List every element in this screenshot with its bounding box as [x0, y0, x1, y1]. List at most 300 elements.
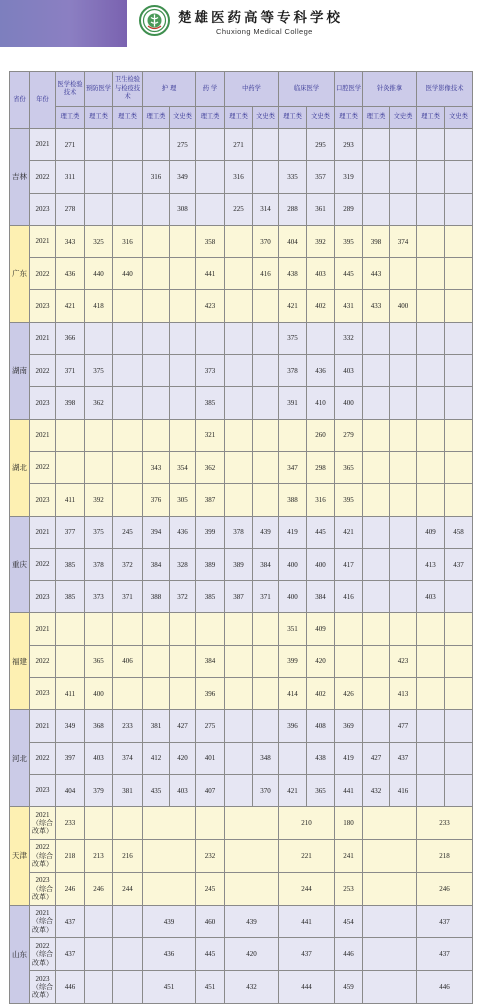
score-cell	[85, 161, 113, 193]
province-name-cell: 福建	[10, 613, 30, 710]
score-cell	[253, 484, 279, 516]
score-cell	[363, 193, 390, 225]
score-cell	[279, 742, 307, 774]
score-cell	[253, 322, 279, 354]
score-cell: 459	[335, 971, 363, 1004]
score-cell: 437	[56, 938, 85, 971]
score-cell: 421	[279, 774, 307, 806]
score-cell	[363, 484, 390, 516]
table-row	[10, 258, 473, 290]
score-cell	[170, 387, 196, 419]
header-major: 卫生检验与检疫技术	[113, 72, 143, 107]
score-cell: 218	[56, 840, 85, 873]
score-cell	[417, 451, 445, 483]
score-cell	[445, 355, 473, 387]
score-cell: 408	[307, 710, 335, 742]
score-cell	[445, 484, 473, 516]
score-cell	[363, 548, 390, 580]
score-cell: 439	[225, 905, 279, 938]
score-cell: 241	[335, 840, 363, 873]
score-cell: 433	[363, 290, 390, 322]
table-row	[10, 225, 473, 257]
header-subject-category: 理工类	[279, 107, 307, 129]
score-cell	[225, 840, 279, 873]
score-cell	[85, 193, 113, 225]
score-cell	[363, 905, 417, 938]
header-major: 护 理	[143, 72, 196, 107]
score-cell	[417, 774, 445, 806]
score-cell: 451	[196, 971, 225, 1004]
score-cell: 420	[170, 742, 196, 774]
score-cell: 403	[307, 258, 335, 290]
score-cell	[253, 678, 279, 710]
table-row	[10, 355, 473, 387]
score-cell	[225, 774, 253, 806]
score-cell	[390, 322, 417, 354]
score-cell: 445	[335, 258, 363, 290]
score-cell	[225, 710, 253, 742]
score-cell: 319	[335, 161, 363, 193]
score-cell	[390, 258, 417, 290]
score-cell: 399	[279, 645, 307, 677]
year-cell: 2021（综合改革）	[30, 905, 56, 938]
score-cell: 210	[279, 807, 335, 840]
header-subject-category: 理工类	[363, 107, 390, 129]
score-cell	[113, 193, 143, 225]
score-cell	[307, 322, 335, 354]
score-cell: 437	[279, 938, 335, 971]
header-year: 年份	[30, 72, 56, 129]
score-cell	[390, 516, 417, 548]
score-cell	[417, 290, 445, 322]
table-row	[10, 193, 473, 225]
score-cell: 332	[335, 322, 363, 354]
score-cell: 388	[279, 484, 307, 516]
score-cell: 440	[85, 258, 113, 290]
score-cell	[390, 161, 417, 193]
score-cell: 385	[56, 548, 85, 580]
score-cell	[56, 613, 85, 645]
score-cell: 375	[279, 322, 307, 354]
score-cell: 400	[307, 548, 335, 580]
score-cell	[225, 742, 253, 774]
score-cell: 349	[56, 710, 85, 742]
score-cell: 417	[335, 548, 363, 580]
score-cell: 446	[335, 938, 363, 971]
header-province: 省份	[10, 72, 30, 129]
score-cell: 431	[335, 290, 363, 322]
table-row	[10, 613, 473, 645]
score-cell	[363, 451, 390, 483]
score-cell	[445, 322, 473, 354]
score-cell: 403	[335, 355, 363, 387]
school-emblem-icon	[139, 5, 170, 36]
score-cell	[143, 419, 170, 451]
score-cell	[390, 581, 417, 613]
score-cell: 335	[279, 161, 307, 193]
score-cell: 374	[113, 742, 143, 774]
score-cell: 420	[307, 645, 335, 677]
score-cell: 389	[196, 548, 225, 580]
score-cell: 441	[196, 258, 225, 290]
score-cell	[445, 742, 473, 774]
score-cell	[143, 645, 170, 677]
score-cell: 375	[85, 516, 113, 548]
score-cell	[363, 613, 390, 645]
score-cell	[253, 645, 279, 677]
score-cell: 416	[390, 774, 417, 806]
score-cell	[363, 516, 390, 548]
score-cell: 460	[196, 905, 225, 938]
score-cell: 376	[143, 484, 170, 516]
score-cell: 373	[196, 355, 225, 387]
score-cell: 308	[170, 193, 196, 225]
score-cell	[335, 645, 363, 677]
score-cell: 343	[56, 225, 85, 257]
score-cell: 343	[143, 451, 170, 483]
score-cell	[113, 938, 143, 971]
score-cell	[143, 807, 196, 840]
score-cell: 365	[335, 451, 363, 483]
score-cell: 400	[390, 290, 417, 322]
score-cell	[390, 129, 417, 161]
score-cell: 316	[225, 161, 253, 193]
score-cell: 414	[279, 678, 307, 710]
score-cell	[417, 129, 445, 161]
score-cell: 396	[196, 678, 225, 710]
table-row	[10, 484, 473, 516]
score-cell: 400	[85, 678, 113, 710]
score-cell	[445, 678, 473, 710]
score-cell: 432	[225, 971, 279, 1004]
score-cell: 399	[196, 516, 225, 548]
score-cell	[253, 129, 279, 161]
score-cell: 416	[335, 581, 363, 613]
score-cell	[363, 807, 417, 840]
score-cell	[225, 258, 253, 290]
score-cell: 392	[85, 484, 113, 516]
header-major: 口腔医学	[335, 72, 363, 107]
score-cell: 446	[56, 971, 85, 1004]
score-cell: 403	[417, 581, 445, 613]
score-cell	[170, 225, 196, 257]
score-cell	[417, 613, 445, 645]
score-cell: 246	[56, 872, 85, 905]
score-cell	[445, 258, 473, 290]
score-cell: 392	[307, 225, 335, 257]
score-cell	[445, 129, 473, 161]
score-cell: 404	[279, 225, 307, 257]
score-cell	[170, 613, 196, 645]
header-subject-category: 理工类	[196, 107, 225, 129]
score-cell	[390, 387, 417, 419]
table-row	[10, 872, 473, 905]
score-cell: 371	[56, 355, 85, 387]
score-cell: 377	[56, 516, 85, 548]
score-cell	[417, 322, 445, 354]
header-major: 预防医学	[85, 72, 113, 107]
score-cell: 403	[170, 774, 196, 806]
score-cell	[253, 387, 279, 419]
score-cell: 396	[279, 710, 307, 742]
score-cell	[113, 419, 143, 451]
score-cell: 384	[196, 645, 225, 677]
score-cell	[445, 613, 473, 645]
score-cell: 349	[170, 161, 196, 193]
score-cell	[113, 322, 143, 354]
score-cell: 233	[113, 710, 143, 742]
score-cell: 385	[196, 581, 225, 613]
score-cell	[143, 387, 170, 419]
score-cell: 316	[307, 484, 335, 516]
score-cell: 379	[85, 774, 113, 806]
score-cell	[417, 258, 445, 290]
score-cell	[85, 451, 113, 483]
table-row	[10, 938, 473, 971]
score-cell: 411	[56, 484, 85, 516]
score-cell: 366	[56, 322, 85, 354]
score-cell	[113, 161, 143, 193]
score-cell	[113, 807, 143, 840]
score-cell	[363, 938, 417, 971]
score-cell	[445, 161, 473, 193]
year-cell: 2022	[30, 742, 56, 774]
score-cell: 416	[253, 258, 279, 290]
score-cell	[335, 613, 363, 645]
score-cell	[417, 225, 445, 257]
score-cell	[113, 355, 143, 387]
score-cell	[417, 678, 445, 710]
score-cell: 316	[143, 161, 170, 193]
table-row	[10, 678, 473, 710]
score-cell	[253, 161, 279, 193]
score-cell: 387	[225, 581, 253, 613]
header-subject-category: 理工类	[417, 107, 445, 129]
score-cell	[56, 451, 85, 483]
score-cell: 423	[196, 290, 225, 322]
score-cell: 418	[85, 290, 113, 322]
score-cell	[225, 322, 253, 354]
score-cell: 357	[307, 161, 335, 193]
score-cell: 384	[307, 581, 335, 613]
score-cell: 439	[143, 905, 196, 938]
score-cell: 373	[85, 581, 113, 613]
score-cell: 298	[307, 451, 335, 483]
table-row	[10, 774, 473, 806]
year-cell: 2023	[30, 193, 56, 225]
score-cell: 305	[170, 484, 196, 516]
score-cell	[417, 193, 445, 225]
score-cell: 413	[417, 548, 445, 580]
table-row	[10, 807, 473, 840]
province-name-cell: 湖北	[10, 419, 30, 516]
header-subject-category: 理工类	[85, 107, 113, 129]
province-name-cell: 山东	[10, 905, 30, 1003]
score-cell: 314	[253, 193, 279, 225]
score-cell: 321	[196, 419, 225, 451]
score-cell	[85, 129, 113, 161]
header-subject-category: 理工类	[335, 107, 363, 129]
score-cell: 427	[170, 710, 196, 742]
score-cell: 289	[335, 193, 363, 225]
score-cell	[390, 484, 417, 516]
score-cell: 400	[279, 581, 307, 613]
score-cell: 409	[307, 613, 335, 645]
score-cell: 244	[113, 872, 143, 905]
score-cell	[363, 710, 390, 742]
score-cell: 246	[85, 872, 113, 905]
score-cell	[143, 678, 170, 710]
score-cell	[196, 161, 225, 193]
score-cell: 374	[390, 225, 417, 257]
header-subject-category: 理工类	[143, 107, 170, 129]
score-cell	[225, 419, 253, 451]
score-cell	[113, 971, 143, 1004]
score-cell: 388	[143, 581, 170, 613]
score-cell: 439	[253, 516, 279, 548]
score-cell: 213	[85, 840, 113, 873]
score-cell: 412	[143, 742, 170, 774]
score-cell	[279, 129, 307, 161]
score-cell	[363, 322, 390, 354]
score-cell	[113, 905, 143, 938]
score-cell	[445, 290, 473, 322]
score-cell	[445, 645, 473, 677]
year-cell: 2021	[30, 613, 56, 645]
score-cell	[390, 548, 417, 580]
score-cell	[363, 840, 417, 873]
score-cell: 446	[417, 971, 473, 1004]
header-subject-category: 理工类	[56, 107, 85, 129]
score-cell: 421	[335, 516, 363, 548]
year-cell: 2021	[30, 322, 56, 354]
score-cell	[196, 193, 225, 225]
year-cell: 2021（综合改革）	[30, 807, 56, 840]
score-cell: 454	[335, 905, 363, 938]
year-cell: 2023	[30, 290, 56, 322]
score-cell	[225, 484, 253, 516]
score-cell	[445, 387, 473, 419]
year-cell: 2021	[30, 710, 56, 742]
score-cell	[390, 451, 417, 483]
province-name-cell: 广东	[10, 225, 30, 322]
province-name-cell: 河北	[10, 710, 30, 807]
score-cell	[225, 807, 279, 840]
score-cell: 384	[253, 548, 279, 580]
year-cell: 2021	[30, 516, 56, 548]
header-accent-block	[0, 0, 127, 47]
score-cell	[85, 807, 113, 840]
score-cell	[113, 129, 143, 161]
score-cell	[363, 355, 390, 387]
table-row	[10, 419, 473, 451]
score-cell	[363, 971, 417, 1004]
score-cell: 218	[417, 840, 473, 873]
score-cell	[445, 774, 473, 806]
score-cell	[56, 419, 85, 451]
school-name-cn: 楚雄医药高等专科学校	[178, 10, 343, 26]
year-cell: 2023（综合改革）	[30, 971, 56, 1004]
score-cell: 398	[56, 387, 85, 419]
score-cell	[363, 581, 390, 613]
score-cell: 260	[307, 419, 335, 451]
score-cell: 445	[307, 516, 335, 548]
score-cell: 436	[170, 516, 196, 548]
score-cell: 384	[143, 548, 170, 580]
score-cell: 233	[56, 807, 85, 840]
table-row	[10, 161, 473, 193]
score-cell: 378	[85, 548, 113, 580]
score-cell: 311	[56, 161, 85, 193]
score-cell	[170, 322, 196, 354]
score-cell	[363, 387, 390, 419]
score-cell: 271	[56, 129, 85, 161]
score-cell: 328	[170, 548, 196, 580]
score-cell	[143, 840, 196, 873]
admission-score-table	[9, 71, 473, 1004]
header-major: 针灸推拿	[363, 72, 417, 107]
year-cell: 2023	[30, 678, 56, 710]
score-cell	[417, 710, 445, 742]
score-cell: 316	[113, 225, 143, 257]
score-cell	[225, 678, 253, 710]
score-cell	[417, 645, 445, 677]
admission-score-table-container	[9, 71, 467, 1004]
score-cell	[113, 678, 143, 710]
score-cell	[363, 872, 417, 905]
score-cell: 375	[85, 355, 113, 387]
header-subject-category: 文史类	[445, 107, 473, 129]
score-cell: 402	[307, 678, 335, 710]
score-cell: 423	[390, 645, 417, 677]
score-cell	[390, 613, 417, 645]
header-major: 医学检验技术	[56, 72, 85, 107]
score-cell: 421	[56, 290, 85, 322]
score-cell: 295	[307, 129, 335, 161]
year-cell: 2023	[30, 774, 56, 806]
header-major: 医学影像技术	[417, 72, 473, 107]
score-cell: 372	[170, 581, 196, 613]
score-cell: 398	[363, 225, 390, 257]
year-cell: 2022（综合改革）	[30, 938, 56, 971]
score-cell: 180	[335, 807, 363, 840]
table-row	[10, 516, 473, 548]
year-cell: 2021	[30, 129, 56, 161]
score-cell: 244	[279, 872, 335, 905]
score-cell	[170, 355, 196, 387]
score-cell	[143, 225, 170, 257]
score-cell	[225, 290, 253, 322]
header-subject-category: 文史类	[307, 107, 335, 129]
score-cell	[390, 355, 417, 387]
score-cell	[113, 613, 143, 645]
score-cell: 362	[196, 451, 225, 483]
score-cell	[196, 322, 225, 354]
year-cell: 2021	[30, 419, 56, 451]
year-cell: 2023	[30, 387, 56, 419]
score-cell	[253, 451, 279, 483]
score-cell	[143, 872, 196, 905]
table-row	[10, 290, 473, 322]
score-cell	[363, 129, 390, 161]
score-cell: 444	[279, 971, 335, 1004]
header-subject-category: 文史类	[253, 107, 279, 129]
score-cell	[143, 258, 170, 290]
score-cell: 420	[225, 938, 279, 971]
score-cell	[143, 322, 170, 354]
score-cell: 378	[225, 516, 253, 548]
score-cell	[170, 290, 196, 322]
